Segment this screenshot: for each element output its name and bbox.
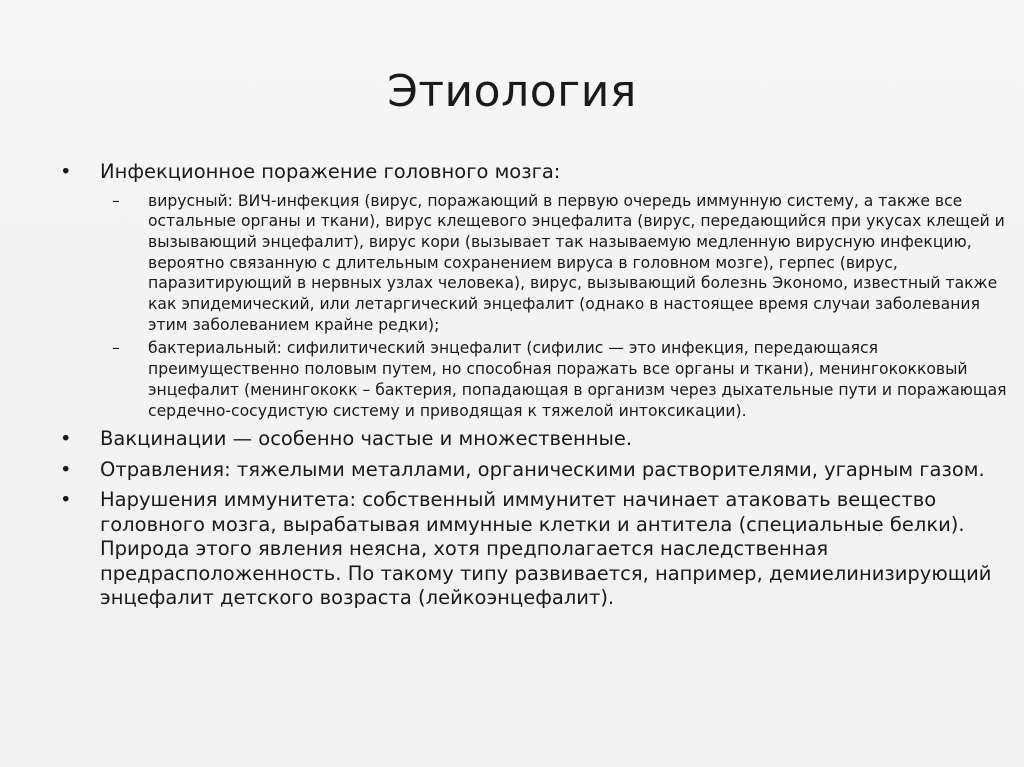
sub-item-text: вирусный: ВИЧ-инфекция (вирус, поражающий в первую очередь иммунную систему, а также все остальные органы и ткани), вирус клещевого энцефалита (вирус, передающийся при укусах клещей и вызывающий энцефалит), вирус кори (вызывает так называемую медленную вирусную инфекцию, вероятно связанную с длительным сохранением вируса в головном мозге), герпес (вирус, паразитирующий в нервных узлах человека), вирус, вызывающий болезнь Экономо, известный также как эпидемический, или летаргический энцефалит (однако в настоящее время случаи заболевания этим заболеванием крайне редки); <box>148 191 1005 334</box>
bullet-item-poisoning <box>58 458 1008 483</box>
bullet-text: Нарушения иммунитета: собственный иммунитет начинает атаковать вещество головного мозга, вырабатывая иммунные клетки и антитела (специальные белки). Природа этого явления неясна, хотя предполагается наследственная предрасположенность. По такому типу развивается, например, демиелинизирующий энцефалит детского возраста (лейкоэнцефалит). <box>100 488 992 610</box>
bullet-icon: • <box>60 427 72 451</box>
slide-content <box>58 160 1008 617</box>
bullet-icon: • <box>60 160 72 183</box>
bullet-text: Вакцинации — особенно частые и множественные. <box>100 427 633 451</box>
bullet-text: Отравления: тяжелыми металлами, органическими растворителями, угарным газом. <box>100 457 985 481</box>
bullet-text: Инфекционное поражение головного мозга: <box>100 160 561 183</box>
bullet-item-immunity <box>58 488 1008 611</box>
dash-icon: – <box>112 191 120 210</box>
bullet-icon: • <box>60 488 72 512</box>
bullet-list <box>58 160 1008 611</box>
sub-item-bacterial <box>100 338 1008 421</box>
sub-item-viral <box>100 191 1008 336</box>
bullet-item-infection <box>58 160 1008 421</box>
bullet-icon: • <box>60 457 72 481</box>
bullet-item-vaccination <box>58 427 1008 452</box>
sub-item-text: бактериальный: сифилитический энцефалит (сифилис — это инфекция, передающаяся преимущественно половым путем, но способная поражать все органы и ткани), менингококковый энцефалит (менингококк – бактерия, попадающая в организм через дыхательные пути и поражающая сердечно-сосудистую систему и приводящая к тяжелой интоксикации). <box>148 339 1007 420</box>
dash-icon: – <box>112 339 120 358</box>
sub-list <box>100 191 1008 422</box>
slide-title: Этиология <box>387 66 637 117</box>
